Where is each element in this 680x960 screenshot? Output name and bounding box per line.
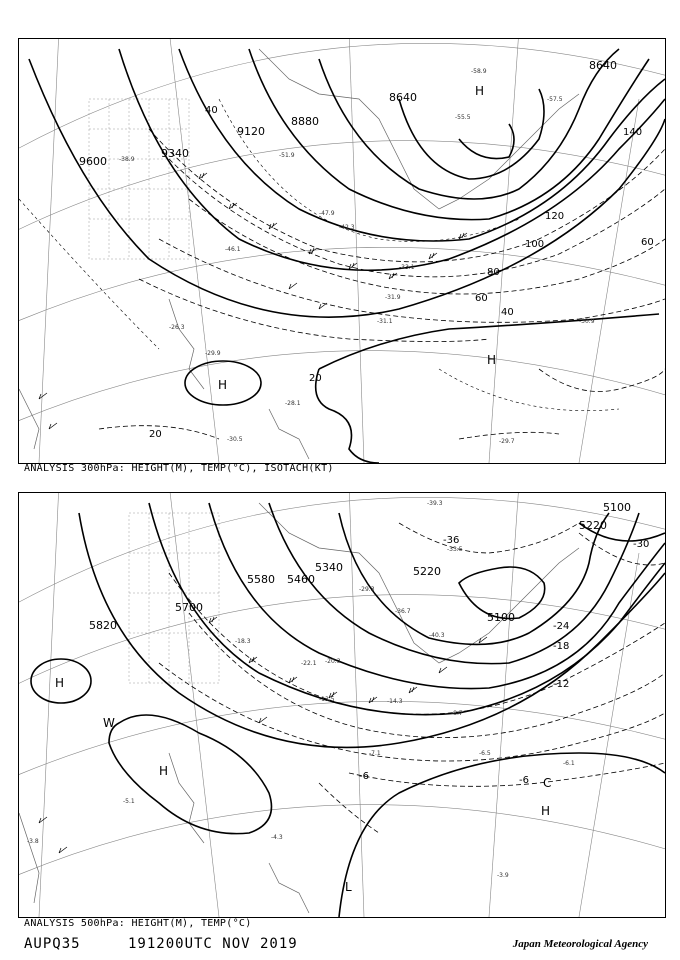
isotherm-label: -18	[553, 641, 570, 652]
high-center-label: H	[159, 764, 169, 778]
warm-center-label: W	[103, 716, 115, 730]
valid-time: 191200UTC NOV 2019	[128, 936, 298, 952]
height-label: 5100	[487, 611, 515, 624]
height-contours-300	[29, 49, 665, 317]
high-center-label: H	[487, 353, 497, 367]
station-temp: -29.9	[205, 350, 221, 357]
station-temp: -6.5	[479, 750, 491, 757]
height-label: 5460	[287, 573, 315, 586]
high-center-label: H	[218, 378, 228, 392]
height-label: 8880	[291, 115, 319, 128]
cold-center-label: C	[543, 776, 552, 790]
station-temp: -8.7	[451, 710, 463, 717]
isotach-label: 100	[525, 239, 545, 250]
isotach-label: 40	[205, 105, 218, 116]
height-label: 5340	[315, 561, 343, 574]
station-temp: -3.9	[497, 872, 509, 879]
caption-500hpa: ANALYSIS 500hPa: HEIGHT(M), TEMP(°C)	[24, 918, 252, 929]
station-temp: -58.9	[471, 68, 487, 75]
isotach-label: 40	[501, 307, 514, 318]
map-300hpa	[19, 39, 665, 463]
low-center-label: L	[345, 880, 352, 894]
isotach-label: 20	[309, 373, 322, 384]
station-temp: -26.3	[169, 324, 185, 331]
station-temp: -18.3	[235, 638, 251, 645]
station-temp: -13.5	[319, 696, 335, 703]
station-temp: -57.5	[547, 96, 563, 103]
station-temp: -51.9	[279, 152, 295, 159]
chart-300hpa	[18, 38, 666, 464]
station-temp: -3.8	[27, 838, 39, 845]
coastline-300	[19, 49, 579, 459]
isotherm-label: -6	[359, 771, 369, 782]
station-temp: -46.1	[225, 246, 241, 253]
high-center-ring2-500	[109, 715, 272, 834]
station-temp: -47.9	[319, 210, 335, 217]
isotherm-label: -6	[519, 775, 529, 786]
height-contour-south-500	[339, 753, 665, 917]
isotherm-label: -24	[553, 621, 570, 632]
terrain-grid-300	[89, 99, 189, 259]
station-temp: -29.3	[359, 586, 375, 593]
chart-500hpa	[18, 492, 666, 918]
height-label: 9600	[79, 155, 107, 168]
height-contours-500	[79, 503, 665, 747]
isotherm-label: -36	[443, 535, 460, 546]
station-temp: -28.1	[285, 400, 301, 407]
station-temp: -40.3	[429, 632, 445, 639]
isotach-label: 60	[475, 293, 488, 304]
station-temp: -5.1	[123, 798, 135, 805]
station-temp: -33.1	[399, 264, 415, 271]
station-temp: -42.3	[339, 224, 355, 231]
height-label: 5820	[89, 619, 117, 632]
temp-contour-labels-500	[359, 535, 649, 786]
station-temp: -22.1	[301, 660, 317, 667]
isotach-label: 20	[149, 429, 162, 440]
product-id: AUPQ35	[24, 936, 81, 952]
height-contour-south2-300	[316, 369, 379, 463]
high-center-label: H	[475, 84, 485, 98]
height-label: 8640	[589, 59, 617, 72]
agency-name: Japan Meteorological Agency	[512, 938, 648, 950]
height-label: 9340	[161, 147, 189, 160]
terrain-grid-500	[129, 513, 219, 683]
height-label: 9120	[237, 125, 265, 138]
caption-300hpa: ANALYSIS 300hPa: HEIGHT(M), TEMP(°C), ISOTACH(KT)	[24, 463, 334, 474]
coastline-500	[19, 503, 579, 913]
station-temp: -30.9	[579, 318, 595, 325]
isotach-label: 80	[487, 267, 500, 278]
station-temp: -36.7	[395, 608, 411, 615]
height-label: 8640	[389, 91, 417, 104]
height-label: 5700	[175, 601, 203, 614]
station-temp: -4.3	[271, 834, 283, 841]
high-center-label: H	[55, 676, 65, 690]
high-center-label: H	[541, 804, 551, 818]
isotach-label: 120	[545, 211, 565, 222]
isotach-label: 60	[641, 237, 654, 248]
isotherm-label: -12	[553, 679, 570, 690]
station-temp: -55.5	[455, 114, 471, 121]
station-temp: -39.3	[427, 500, 443, 507]
isotach-contours-300	[99, 129, 665, 439]
map-500hpa	[19, 493, 665, 917]
station-temp: -33.5	[447, 546, 463, 553]
height-labels-300	[79, 59, 617, 168]
station-temp: -31.1	[377, 318, 393, 325]
height-label: 5220	[413, 565, 441, 578]
station-temps-500	[27, 500, 575, 879]
height-label: 5220	[579, 519, 607, 532]
station-temp: -31.9	[385, 294, 401, 301]
height-label: 5100	[603, 501, 631, 514]
station-temp: -7.1	[369, 750, 381, 757]
isotherm-label: -30	[633, 539, 650, 550]
station-temp: -29.7	[499, 438, 515, 445]
isotach-label: 140	[623, 127, 643, 138]
station-temp: -14.3	[387, 698, 403, 705]
station-temp: -38.9	[119, 156, 135, 163]
station-temp: -6.1	[563, 760, 575, 767]
station-temp: -30.5	[227, 436, 243, 443]
station-temp: -20.3	[325, 658, 341, 665]
height-label: 5580	[247, 573, 275, 586]
